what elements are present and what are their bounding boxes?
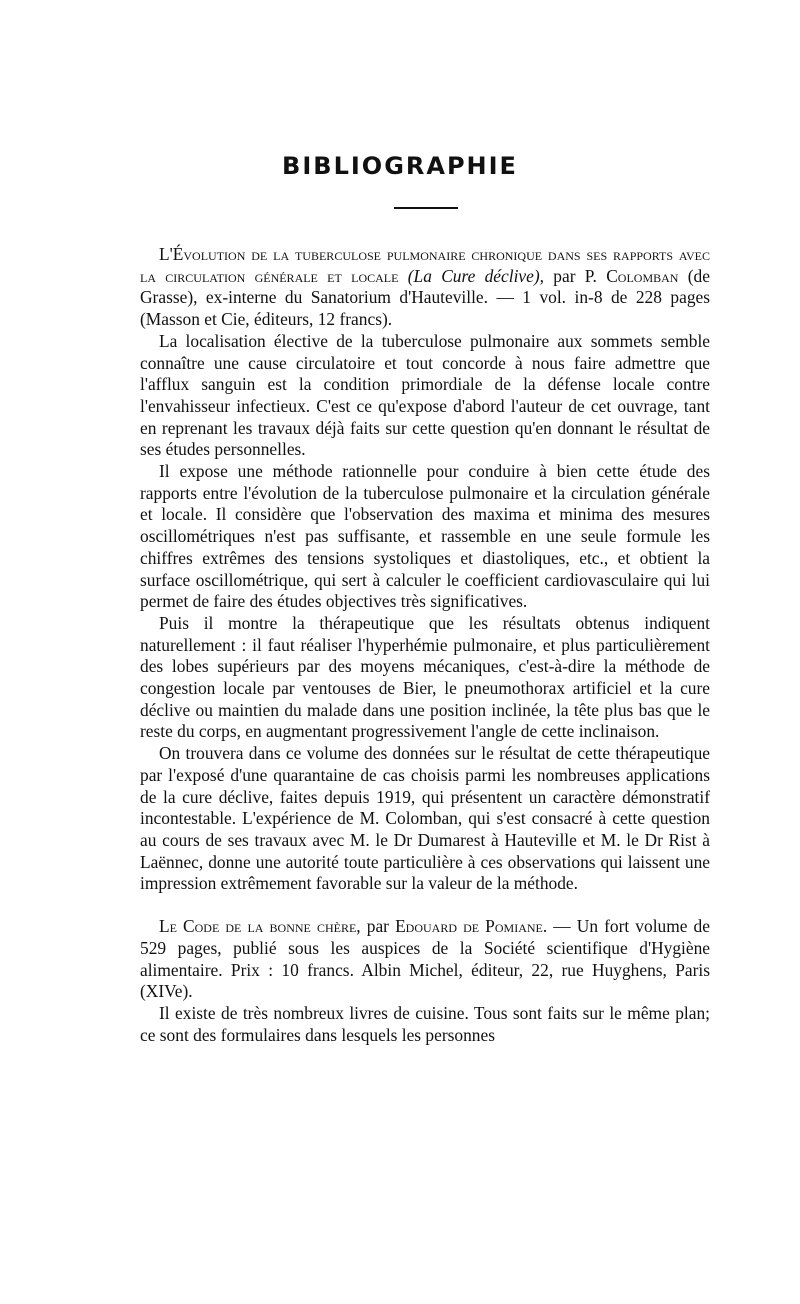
book-title: L'Évolution de la tuberculose pulmonaire chronique dans ses rapports avec la circulation générale et locale [140, 244, 710, 286]
review-entry-header [140, 244, 710, 331]
author-name: Colomban [606, 265, 679, 286]
author-prefix: par P. [553, 265, 597, 286]
publication-details: — Un fort volume de 529 pages, publié sous les auspices de la Société scientifique d'Hygiène alimentaire. Prix : 10 francs. Albin Michel, éditeur, 22, rue Huyghens, Paris (XIVe). [140, 916, 710, 1002]
book-subtitle: (La Cure déclive), [407, 265, 544, 286]
review-paragraph: Il existe de très nombreux livres de cuisine. Tous sont faits sur le même plan; ce sont des formulaires dans lesquels les personnes [140, 1002, 710, 1045]
author-name: Edouard de Pomiane. [395, 916, 548, 937]
review-column [140, 244, 710, 1046]
review-paragraph: On trouvera dans ce volume des données sur le résultat de cette thérapeutique par l'exposé d'une quarantaine de cas choisis parmi les nombreuses applications de la cure déclive, faites depuis 1919, qui présentent un caractère démonstratif incontestable. L'expérience de M. Colomban, qui s'est consacré à cette question au cours de ses travaux avec M. le Dr Dumarest à Hauteville et M. le Dr Rist à Laënnec, donne une autorité toute particulière à ces observations qui laissent une impression extrêmement favorable sur la valeur de la méthode. [140, 743, 710, 894]
review-paragraph: Il expose une méthode rationnelle pour conduire à bien cette étude des rapports entre l'évolution de la tuberculose pulmonaire et la circulation générale et locale. Il considère que l'observation des maxima et minima des mesures oscillométriques n'est pas suffisante, et rassemble en une seule formule les chiffres extrêmes des tensions systoliques et diastoliques, etc., et obtient la surface oscillométrique, qui sert à calculer le coefficient cardiovasculaire qui lui permet de faire des études objectives très significatives. [140, 461, 710, 612]
review-paragraph: Puis il montre la thérapeutique que les résultats obtenus indiquent naturellement : il faut réaliser l'hyperhémie pulmonaire, et plus particulièrement des lobes supérieurs par des moyens mécaniques, c'est-à-dire la méthode de congestion locale par ventouses de Bier, le pneumothorax artificiel et la cure déclive ou maintien du malade dans une position inclinée, la tête plus bas que le reste du corps, en augmentant progressivement l'angle de cette inclinaison. [140, 612, 710, 742]
heading-rule [394, 207, 458, 209]
book-title: Le Code de la bonne chère, [159, 916, 361, 937]
review-entry-header [140, 916, 710, 1003]
page-heading: BIBLIOGRAPHIE [282, 152, 518, 180]
author-prefix: par [366, 916, 389, 937]
review-paragraph: La localisation élective de la tuberculose pulmonaire aux sommets semble connaître une cause circulatoire et tout concorde à nous faire admettre que l'afflux sanguin est la condition primordiale de la défense locale contre l'envahisseur infectieux. C'est ce qu'expose d'abord l'auteur de cet ouvrage, tant en reprenant les travaux déjà faits sur cette question qu'en donnant le résultat de ses études personnelles. [140, 330, 710, 460]
publication-details: (de Grasse), ex-interne du Sanatorium d'Hauteville. — 1 vol. in-8 de 228 pages (Masson et Cie, éditeurs, 12 francs). [140, 265, 710, 330]
